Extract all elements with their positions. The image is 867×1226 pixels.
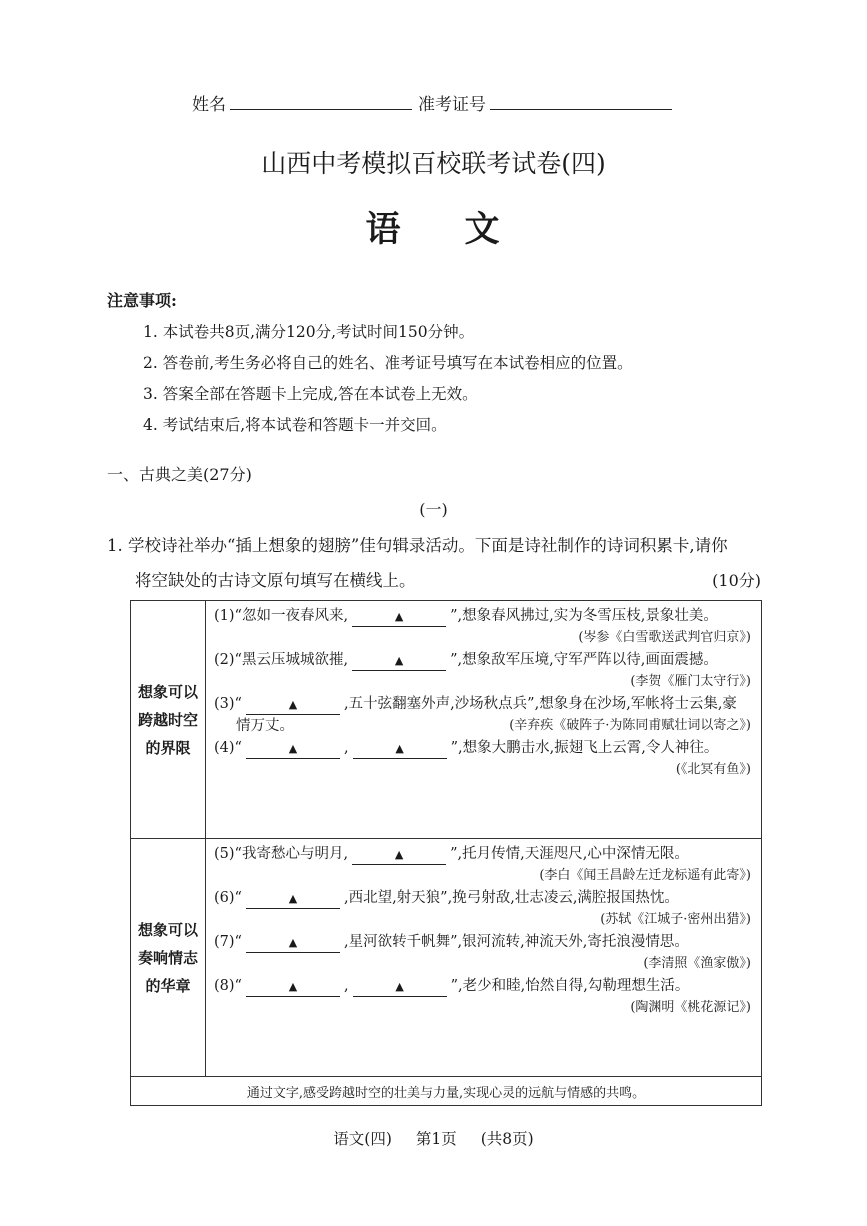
footer-total: (共8页) [480,1130,534,1148]
category-cell [131,839,206,1077]
answer-blank[interactable]: ▲ [352,845,446,865]
source-citation: (辛弃疾《破阵子·为陈同甫赋壮词以寄之》) [509,718,751,733]
poetry-card [130,600,762,1106]
id-field[interactable] [490,91,672,110]
card-row-4: (4)“ ▲ , ▲ ”,想象大鹏击水,振翅飞上云霄,令人神往。 [214,737,751,759]
answer-blank[interactable]: ▲ [246,977,340,997]
footer-page: 第1页 [415,1130,457,1148]
source-citation: (李贺《雁门太守行》) [630,674,751,689]
answer-blank[interactable]: ▲ [246,933,340,953]
footer-subject: 语文(四) [333,1130,392,1148]
notice-item: 3. 答案全部在答题卡上完成,答在本试卷上无效。 [143,385,478,403]
answer-blank[interactable]: ▲ [352,607,446,627]
notice-item: 2. 答卷前,考生务必将自己的姓名、准考证号填写在本试卷相应的位置。 [143,354,633,372]
items-cell [206,601,762,839]
card-footer: 通过文字,感受跨越时空的壮美与力量,实现心灵的远航与情感的共鸣。 [131,1077,762,1106]
card-row-5: (5)“我寄愁心与明月, ▲ ”,托月传情,天涯咫尺,心中深情无限。 [214,843,751,865]
source-citation: (陶渊明《桃花源记》) [630,1000,751,1015]
section-title: 一、古典之美(27分) [107,465,252,484]
answer-blank[interactable]: ▲ [352,651,446,671]
card-row-8: (8)“ ▲ , ▲ ”,老少和睦,怡然自得,勾勒理想生活。 [214,975,751,997]
exam-title: 山西中考模拟百校联考试卷(四) [261,149,606,178]
candidate-info [192,90,678,115]
card-group-2 [131,839,762,1077]
source-citation: (岑参《白雪歌送武判官归京》) [578,630,751,645]
category-label: 想象可以奏响情志的华章 [137,920,198,995]
name-label: 姓名 [192,95,226,115]
source-citation: (李清照《渔家傲》) [643,956,751,971]
answer-blank[interactable]: ▲ [353,739,447,759]
source-citation: (李白《闻王昌龄左迁龙标遥有此寄》) [539,868,751,883]
answer-blank[interactable]: ▲ [246,695,340,715]
subject-char-1: 语 [365,209,403,250]
answer-blank[interactable]: ▲ [246,889,340,909]
notice-heading: 注意事项: [107,291,177,310]
part-label: (一) [419,500,448,519]
notice-item: 4. 考试结束后,将本试卷和答题卡一并交回。 [143,416,447,434]
answer-blank[interactable]: ▲ [246,739,340,759]
source-citation: (苏轼《江城子·密州出猎》) [600,912,751,927]
items-cell [206,839,762,1077]
card-row-3-cont: 情万丈。 (辛弃疾《破阵子·为陈同甫赋壮词以寄之》) [214,715,751,737]
notice-item: 1. 本试卷共8页,满分120分,考试时间150分钟。 [143,323,475,341]
category-label: 想象可以跨越时空的界限 [137,682,198,757]
card-group-1 [131,601,762,839]
card-row-3: (3)“ ▲ ,五十弦翻塞外声,沙场秋点兵”,想象身在沙场,军帐将士云集,豪 [214,693,751,715]
category-cell [131,601,206,839]
card-footer-row [131,1077,762,1106]
card-row-2: (2)“黑云压城城欲摧, ▲ ”,想象敌军压境,守军严阵以待,画面震撼。 [214,649,751,671]
card-row-1: (1)“忽如一夜春风来, ▲ ”,想象春风拂过,实为冬雪压枝,景象壮美。 [214,605,751,627]
card-row-7: (7)“ ▲ ,星河欲转千帆舞”,银河流转,神流天外,寄托浪漫情思。 [214,931,751,953]
name-field[interactable] [230,91,412,110]
subject-title [0,202,867,252]
card-row-6: (6)“ ▲ ,西北望,射天狼”,挽弓射敌,壮志凌云,满腔报国热忱。 [214,887,751,909]
question-score: (10分) [712,571,761,590]
question-line-2: 将空缺处的古诗文原句填写在横线上。 [135,571,416,590]
source-citation: (《北冥有鱼》) [675,762,751,777]
id-label: 准考证号 [418,95,486,115]
page-footer [0,1127,867,1149]
question-line-1: 1. 学校诗社举办“插上想象的翅膀”佳句辑录活动。下面是诗社制作的诗词积累卡,请你 [107,536,728,555]
answer-blank[interactable]: ▲ [353,977,447,997]
subject-char-2: 文 [464,209,502,250]
